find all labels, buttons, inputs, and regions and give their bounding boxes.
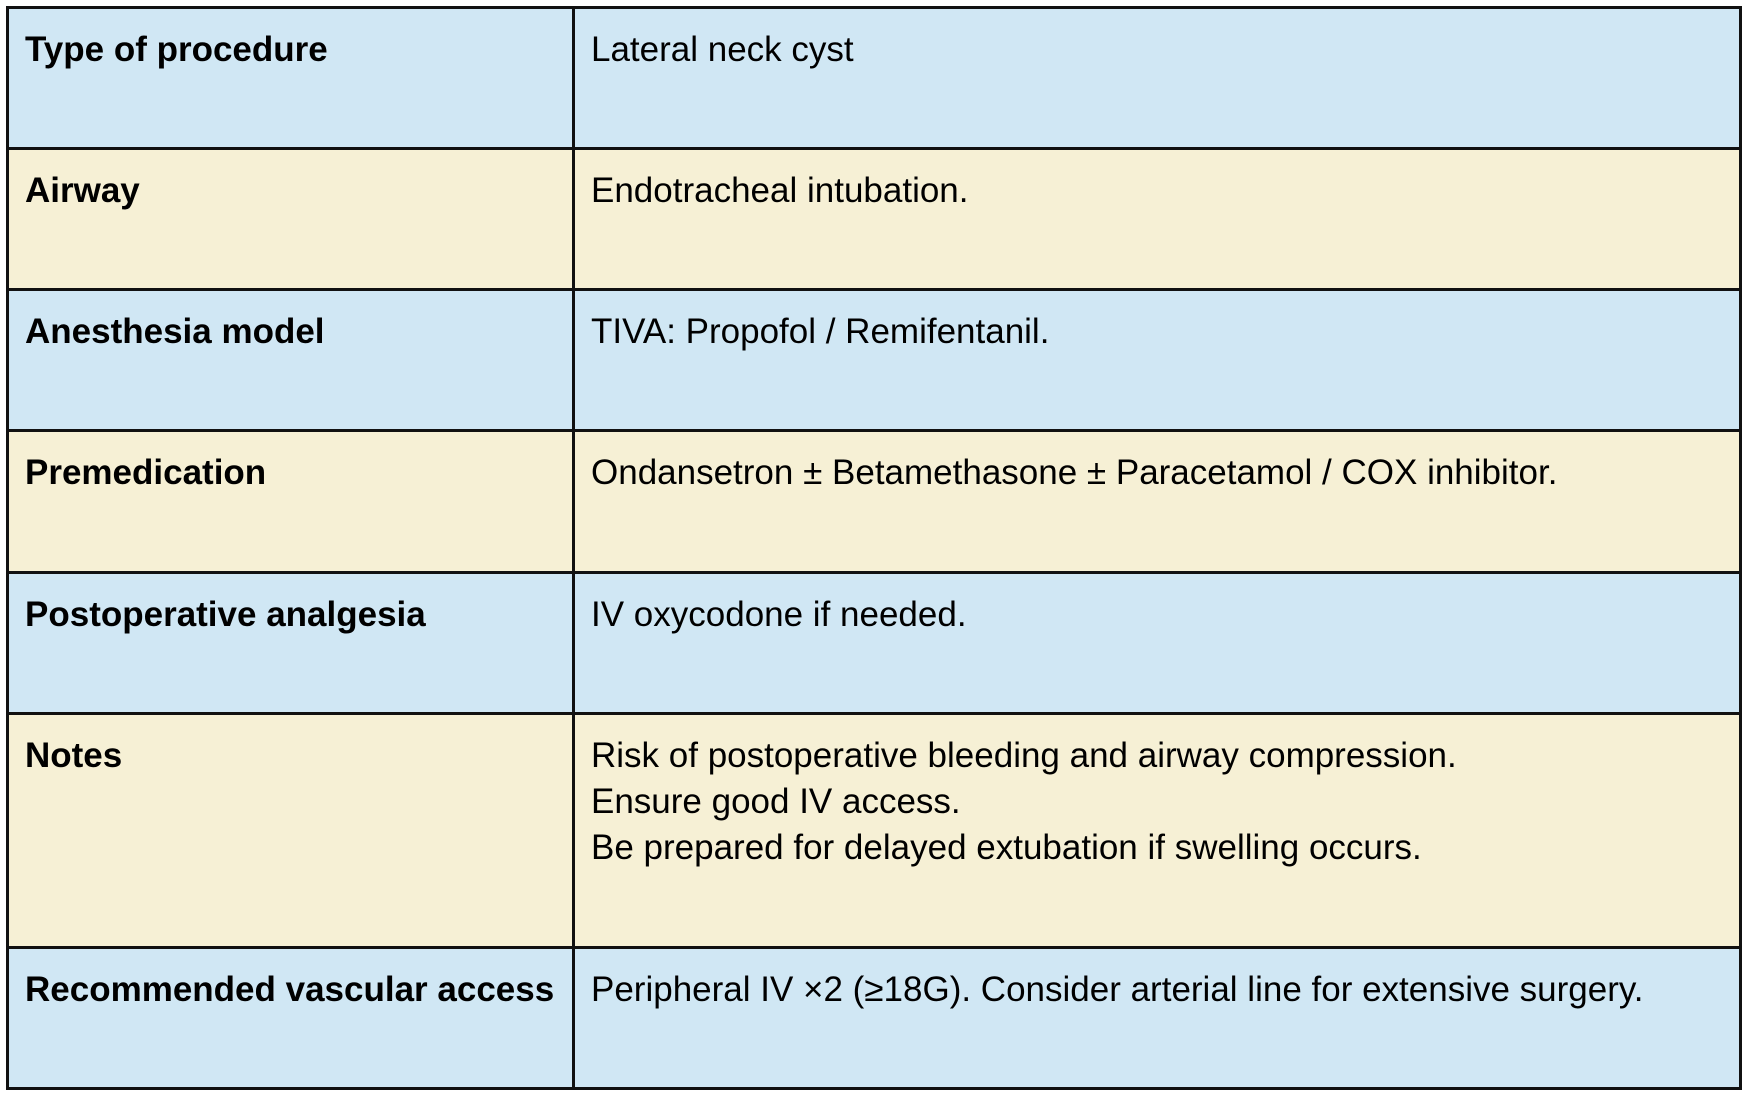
table-row-type-of-procedure [8, 8, 1741, 149]
row-label-type-of-procedure: Type of procedure [8, 8, 574, 149]
row-value-line: Ensure good IV access. [591, 781, 961, 821]
row-value-notes [574, 713, 1741, 947]
row-label-recommended-vascular-access: Recommended vascular access [8, 947, 574, 1088]
row-value-line: IV oxycodone if needed. [591, 594, 967, 634]
row-value-airway [574, 149, 1741, 290]
row-value-premedication [574, 431, 1741, 572]
row-value-line: Lateral neck cyst [591, 30, 854, 69]
row-label-premedication: Premedication [8, 431, 574, 572]
table-row-postoperative-analgesia [8, 572, 1741, 713]
row-label-airway: Airway [8, 149, 574, 290]
table-row-anesthesia-model [8, 290, 1741, 431]
row-value-line: TIVA: Propofol / Remifentanil. [591, 312, 1050, 352]
table-row-airway [8, 149, 1741, 290]
row-value-recommended-vascular-access [574, 947, 1741, 1088]
table-row-recommended-vascular-access [8, 947, 1741, 1088]
row-value-type-of-procedure [574, 8, 1741, 149]
row-value-line: Ondansetron ± Betamethasone ± Paracetamol / COX inhibitor. [591, 453, 1558, 493]
row-value-line: Be prepared for delayed extubation if swelling occurs. [591, 827, 1422, 867]
row-label-anesthesia-model: Anesthesia model [8, 290, 574, 431]
row-value-line: Peripheral IV ×2 (≥18G). Consider arterial line for extensive surgery. [591, 969, 1644, 1009]
anesthesia-protocol-table [6, 6, 1742, 1090]
row-value-anesthesia-model [574, 290, 1741, 431]
row-value-line: Risk of postoperative bleeding and airway compression. [591, 735, 1457, 775]
row-value-postoperative-analgesia [574, 572, 1741, 713]
row-label-postoperative-analgesia: Postoperative analgesia [8, 572, 574, 713]
table-row-notes [8, 713, 1741, 947]
row-value-line: Endotracheal intubation. [591, 171, 969, 211]
table-row-premedication [8, 431, 1741, 572]
row-label-notes: Notes [8, 713, 574, 947]
protocol-table-container [6, 6, 1742, 1090]
